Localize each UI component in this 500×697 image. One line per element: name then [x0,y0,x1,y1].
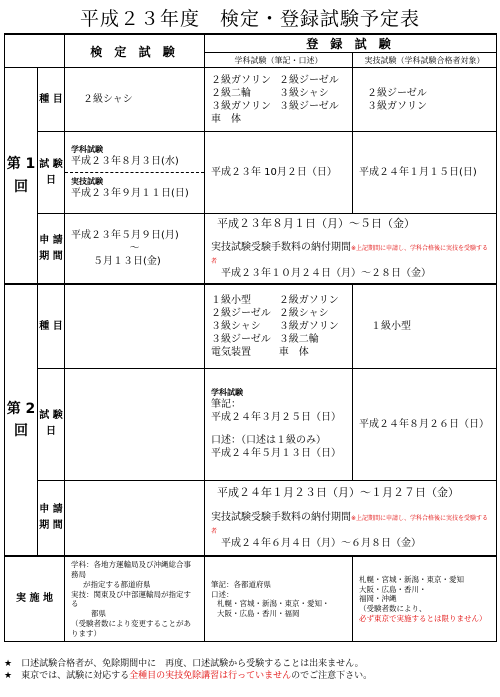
r1-kentei-shinsei: 平成２３年５月９日(月) ～ ５月１３日(金) [65,214,205,285]
jisshichi-jitsugi: 札幌・宮城・新潟・東京・愛知 大阪・広島・香川・ 福岡・沖縄 （受験者数により、 必ず東京で実施するとは限りません） [353,556,497,642]
footnotes [4,658,496,682]
r2-kentei-shinsei [65,480,205,556]
jisshichi-gakka: 筆記：各都道府県 口述： 札幌・宮城・新潟・東京・愛知・ 大阪・広島・香川・福岡 [205,556,353,642]
r1-jitsugi-date: 平成２４年１月１５日(日) [353,132,497,214]
r2-toroku-shinsei: 平成２４年１月２３日（月）～１月２７日（金） 実技試験受験手数料の納付期間※上記期間に申請し、学科合格後に実技を受験する者 平成２４年６月４日（月）～６月８日（金） [205,480,497,556]
r2-gakka-dates: 学科試験 筆記： 平成２４年３月２５日（日） 口述：（口述は１級のみ） 平成２４年５月１３日（日） [205,368,353,480]
r1-gakka-date: 平成２３年 10月２日（日） [205,132,353,214]
header-gakka: 学科試験（筆記・口述） [205,53,353,68]
r1-gakka-shumoku: ２級ガソリン ２級二輪 ３級ガソリン 車 体 ２級ジーゼル ３級シャシ ３級ジーゼル [205,68,353,132]
r1-jitsugi-shumoku: ２級ジーゼル ３級ガソリン [353,68,497,132]
round2-label: 第 2 回 [5,284,38,556]
round1-label: 第 1 回 [5,68,38,285]
row-label-shinsei: 申 請 期 間 [38,214,65,285]
corner-cell [5,34,65,68]
row-label-shikenbi: 試 験 日 [38,132,65,214]
r2-jitsugi-date: 平成２４年８月２６日（日） [353,368,497,480]
r2-jitsugi-shumoku: １級小型 [353,284,497,368]
page-title: 平成２３年度 検定・登録試験予定表 [79,8,420,30]
note-2: ★ 東京では、試験に対応する全種目の実技免除講習は行っていませんのでご注意下さい。 [4,671,373,682]
header-toroku: 登 録 試 験 [205,34,497,53]
r1-kentei-dates: 学科試験 平成２３年８月３日(水) 実技試験 平成２３年９月１１日(日) [65,132,205,214]
row-label-jisshichi: 実 施 地 [5,556,65,642]
header-jitsugi: 実技試験（学科試験合格者対象） [353,53,497,68]
note-1: ★ 口述試験合格者が、免除期間中に 再度、口述試験から受験することは出来ません。 [4,659,364,669]
header-kentei: 検 定 試 験 [65,34,205,68]
row-label-shinsei-2: 申 請 期 間 [38,480,65,556]
r2-kentei-shumoku [65,284,205,368]
row-label-shikenbi-2: 試 験 日 [38,368,65,480]
r2-gakka-shumoku: １級小型 ２級ジーゼル ３級シャシ ３級ジーゼル 電気装置 ２級ガソリン ２級シャシ ３級ガソリン ３級二輪 車 体 [205,284,353,368]
row-label-shumoku: 種 目 [38,68,65,132]
r2-kentei-dates [65,368,205,480]
jisshichi-kentei: 学科：各地方運輸局及び沖縄総合事務局 が指定する都道府県 実技：関東及び中部運輸局が指定する 都県 （受験者数により変更することがあります） [65,556,205,642]
r1-toroku-shinsei: 平成２３年８月１日（月）～５日（金） 実技試験受験手数料の納付期間※上記期間に申請し、学科合格後に実技を受験する者 平成２３年１０月２４日（月）～２８日（金） [205,214,497,285]
schedule-table [4,33,497,642]
row-label-shumoku-2: 種 目 [38,284,65,368]
r1-kentei-shumoku: ２級シャシ [65,68,205,132]
